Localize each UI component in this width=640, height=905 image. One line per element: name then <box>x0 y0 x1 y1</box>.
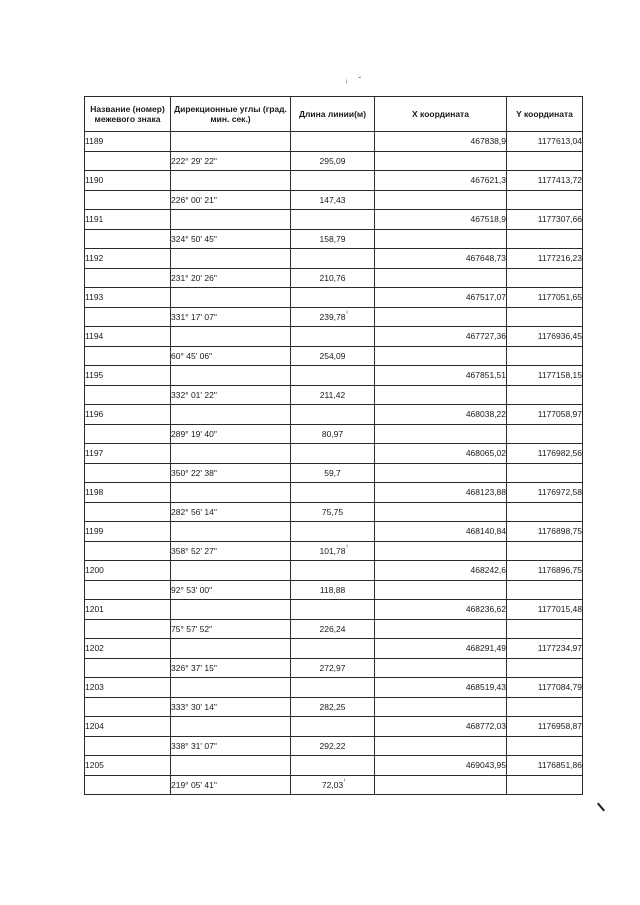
y-coordinate: 1177413,72 <box>507 171 583 191</box>
empty-cell <box>375 268 507 288</box>
empty-cell <box>375 775 507 795</box>
line-length <box>291 580 375 600</box>
empty-cell <box>85 346 171 366</box>
empty-cell <box>375 463 507 483</box>
line-length <box>291 658 375 678</box>
empty-cell <box>375 697 507 717</box>
header-x-coordinate: X координата <box>375 97 507 132</box>
empty-cell <box>291 600 375 620</box>
empty-cell <box>375 307 507 327</box>
empty-cell <box>375 151 507 171</box>
empty-cell <box>507 190 583 210</box>
direction-angle: 324° 50' 45" <box>171 229 291 249</box>
empty-cell <box>291 405 375 425</box>
point-name: 1205 <box>85 756 171 776</box>
y-coordinate: 1177234,97 <box>507 639 583 659</box>
segment-row <box>85 580 583 600</box>
empty-cell <box>375 502 507 522</box>
segment-row <box>85 151 583 171</box>
empty-cell <box>507 697 583 717</box>
empty-cell <box>375 658 507 678</box>
empty-cell <box>171 522 291 542</box>
point-name: 1202 <box>85 639 171 659</box>
boundary-coordinates-table <box>84 96 583 795</box>
point-name: 1193 <box>85 288 171 308</box>
table-body <box>85 132 583 795</box>
line-length <box>291 736 375 756</box>
point-row <box>85 405 583 425</box>
empty-cell <box>291 717 375 737</box>
pen-mark: ᶦ <box>344 777 346 785</box>
empty-cell <box>291 756 375 776</box>
segment-row <box>85 385 583 405</box>
empty-cell <box>85 424 171 444</box>
y-coordinate: 1176896,75 <box>507 561 583 581</box>
point-name: 1195 <box>85 366 171 386</box>
empty-cell <box>171 405 291 425</box>
segment-row <box>85 346 583 366</box>
empty-cell <box>85 658 171 678</box>
point-name: 1194 <box>85 327 171 347</box>
point-row <box>85 288 583 308</box>
point-row <box>85 171 583 191</box>
point-name: 1204 <box>85 717 171 737</box>
header-direction-angle: Дирекционные углы (град. мин. сек.) <box>171 97 291 132</box>
point-row <box>85 210 583 230</box>
point-name: 1190 <box>85 171 171 191</box>
direction-angle: 75° 57' 52" <box>171 619 291 639</box>
empty-cell <box>375 190 507 210</box>
x-coordinate: 468038,22 <box>375 405 507 425</box>
empty-cell <box>171 483 291 503</box>
segment-row <box>85 424 583 444</box>
direction-angle: 331° 17' 07" <box>171 307 291 327</box>
empty-cell <box>85 580 171 600</box>
empty-cell <box>291 366 375 386</box>
direction-angle: 92° 53' 00" <box>171 580 291 600</box>
empty-cell <box>291 249 375 269</box>
line-length <box>291 385 375 405</box>
line-length-value: 101,78 <box>319 545 346 556</box>
point-name: 1199 <box>85 522 171 542</box>
point-row <box>85 444 583 464</box>
point-row <box>85 639 583 659</box>
direction-angle: 219° 05' 41" <box>171 775 291 795</box>
line-length <box>291 424 375 444</box>
x-coordinate: 468123,88 <box>375 483 507 503</box>
segment-row <box>85 541 583 561</box>
y-coordinate: 1176851,86 <box>507 756 583 776</box>
point-row <box>85 132 583 152</box>
point-name: 1200 <box>85 561 171 581</box>
empty-cell <box>85 385 171 405</box>
empty-cell <box>85 190 171 210</box>
line-length <box>291 619 375 639</box>
point-name: 1192 <box>85 249 171 269</box>
segment-row <box>85 307 583 327</box>
empty-cell <box>507 619 583 639</box>
empty-cell <box>375 385 507 405</box>
line-length-value: 292,22 <box>319 740 346 751</box>
empty-cell <box>507 775 583 795</box>
empty-cell <box>85 151 171 171</box>
empty-cell <box>171 444 291 464</box>
x-coordinate: 468291,49 <box>375 639 507 659</box>
x-coordinate: 468140,84 <box>375 522 507 542</box>
direction-angle: 231° 20' 26" <box>171 268 291 288</box>
segment-row <box>85 736 583 756</box>
empty-cell <box>507 268 583 288</box>
line-length-value: 80,97 <box>321 428 344 439</box>
point-name: 1189 <box>85 132 171 152</box>
empty-cell <box>507 307 583 327</box>
line-length-value: 210,76 <box>319 272 346 283</box>
point-name: 1197 <box>85 444 171 464</box>
empty-cell <box>507 346 583 366</box>
empty-cell <box>85 736 171 756</box>
empty-cell <box>171 600 291 620</box>
y-coordinate: 1177613,04 <box>507 132 583 152</box>
empty-cell <box>375 736 507 756</box>
line-length <box>291 268 375 288</box>
line-length <box>291 190 375 210</box>
x-coordinate: 467621,3 <box>375 171 507 191</box>
line-length-value: 147,43 <box>319 194 346 205</box>
direction-angle: 350° 22' 38" <box>171 463 291 483</box>
x-coordinate: 469043,95 <box>375 756 507 776</box>
empty-cell <box>291 132 375 152</box>
point-row <box>85 717 583 737</box>
direction-angle: 282° 56' 14" <box>171 502 291 522</box>
y-coordinate: 1177307,66 <box>507 210 583 230</box>
segment-row <box>85 229 583 249</box>
y-coordinate: 1176972,58 <box>507 483 583 503</box>
empty-cell <box>507 541 583 561</box>
point-row <box>85 600 583 620</box>
line-length-value: 118,88 <box>319 584 346 595</box>
line-length <box>291 697 375 717</box>
point-row <box>85 483 583 503</box>
empty-cell <box>171 639 291 659</box>
table-header-row <box>85 97 583 132</box>
direction-angle: 338° 31' 07" <box>171 736 291 756</box>
empty-cell <box>85 541 171 561</box>
line-length-value: 282,25 <box>319 701 346 712</box>
direction-angle: 333° 30' 14" <box>171 697 291 717</box>
point-name: 1203 <box>85 678 171 698</box>
x-coordinate: 468772,03 <box>375 717 507 737</box>
pen-mark: ᶦ <box>346 543 348 551</box>
point-row <box>85 327 583 347</box>
segment-row <box>85 658 583 678</box>
x-coordinate: 468065,02 <box>375 444 507 464</box>
empty-cell <box>507 463 583 483</box>
pen-mark: ᶦ <box>346 309 348 317</box>
empty-cell <box>171 171 291 191</box>
empty-cell <box>507 424 583 444</box>
line-length-value: 211,42 <box>319 389 346 400</box>
point-row <box>85 678 583 698</box>
empty-cell <box>171 717 291 737</box>
x-coordinate: 467517,07 <box>375 288 507 308</box>
y-coordinate: 1177015,48 <box>507 600 583 620</box>
point-row <box>85 366 583 386</box>
segment-row <box>85 697 583 717</box>
line-length <box>291 307 375 327</box>
empty-cell <box>291 444 375 464</box>
empty-cell <box>171 561 291 581</box>
empty-cell <box>375 619 507 639</box>
empty-cell <box>85 307 171 327</box>
y-coordinate: 1177158,15 <box>507 366 583 386</box>
line-length <box>291 229 375 249</box>
line-length <box>291 502 375 522</box>
empty-cell <box>291 639 375 659</box>
empty-cell <box>171 210 291 230</box>
line-length-value: 254,09 <box>319 350 346 361</box>
x-coordinate: 468519,43 <box>375 678 507 698</box>
empty-cell <box>85 463 171 483</box>
direction-angle: 289° 19' 40" <box>171 424 291 444</box>
empty-cell <box>375 346 507 366</box>
empty-cell <box>171 756 291 776</box>
line-length <box>291 346 375 366</box>
x-coordinate: 467648,73 <box>375 249 507 269</box>
y-coordinate: 1176982,56 <box>507 444 583 464</box>
empty-cell <box>85 619 171 639</box>
line-length-value: 239,78 <box>319 311 346 322</box>
point-name: 1201 <box>85 600 171 620</box>
empty-cell <box>291 483 375 503</box>
point-name: 1191 <box>85 210 171 230</box>
x-coordinate: 468236,62 <box>375 600 507 620</box>
line-length-value: 158,79 <box>319 233 346 244</box>
empty-cell <box>85 229 171 249</box>
empty-cell <box>507 502 583 522</box>
empty-cell <box>85 502 171 522</box>
direction-angle: 332° 01' 22" <box>171 385 291 405</box>
segment-row <box>85 463 583 483</box>
x-coordinate: 467851,51 <box>375 366 507 386</box>
empty-cell <box>171 327 291 347</box>
empty-cell <box>171 288 291 308</box>
empty-cell <box>291 288 375 308</box>
y-coordinate: 1176936,45 <box>507 327 583 347</box>
line-length-value: 59,7 <box>324 467 341 478</box>
point-row <box>85 522 583 542</box>
header-line-length: Длина линии(м) <box>291 97 375 132</box>
point-name: 1198 <box>85 483 171 503</box>
empty-cell <box>375 541 507 561</box>
x-coordinate: 467838,9 <box>375 132 507 152</box>
line-length <box>291 463 375 483</box>
segment-row <box>85 268 583 288</box>
empty-cell <box>85 268 171 288</box>
x-coordinate: 468242,6 <box>375 561 507 581</box>
direction-angle: 326° 37' 15" <box>171 658 291 678</box>
scan-mark: ᵢ ˇ <box>346 76 362 85</box>
point-row <box>85 756 583 776</box>
line-length-value: 72,03 <box>321 779 344 790</box>
empty-cell <box>507 229 583 249</box>
header-y-coordinate: Y координата <box>507 97 583 132</box>
line-length-value: 272,97 <box>319 662 346 673</box>
empty-cell <box>507 658 583 678</box>
segment-row <box>85 619 583 639</box>
empty-cell <box>291 561 375 581</box>
y-coordinate: 1177058,97 <box>507 405 583 425</box>
y-coordinate: 1177051,65 <box>507 288 583 308</box>
line-length-value: 226,24 <box>319 623 346 634</box>
segment-row <box>85 775 583 795</box>
point-row <box>85 249 583 269</box>
line-length <box>291 775 375 795</box>
x-coordinate: 467727,36 <box>375 327 507 347</box>
direction-angle: 60° 45' 06" <box>171 346 291 366</box>
header-point-name: Название (номер) межевого знака <box>85 97 171 132</box>
empty-cell <box>291 210 375 230</box>
segment-row <box>85 190 583 210</box>
line-length-value: 75,75 <box>321 506 344 517</box>
empty-cell <box>291 522 375 542</box>
empty-cell <box>507 736 583 756</box>
empty-cell <box>171 249 291 269</box>
empty-cell <box>507 580 583 600</box>
empty-cell <box>291 171 375 191</box>
direction-angle: 226° 00' 21" <box>171 190 291 210</box>
line-length <box>291 541 375 561</box>
y-coordinate: 1176958,87 <box>507 717 583 737</box>
empty-cell <box>507 385 583 405</box>
x-coordinate: 467518,9 <box>375 210 507 230</box>
empty-cell <box>375 229 507 249</box>
empty-cell <box>507 151 583 171</box>
y-coordinate: 1177216,23 <box>507 249 583 269</box>
empty-cell <box>291 327 375 347</box>
empty-cell <box>375 424 507 444</box>
empty-cell <box>375 580 507 600</box>
y-coordinate: 1177084,79 <box>507 678 583 698</box>
line-length-value: 295,09 <box>319 155 346 166</box>
empty-cell <box>171 132 291 152</box>
line-length <box>291 151 375 171</box>
direction-angle: 358° 52' 27" <box>171 541 291 561</box>
direction-angle: 222° 29' 22" <box>171 151 291 171</box>
y-coordinate: 1176898,75 <box>507 522 583 542</box>
point-row <box>85 561 583 581</box>
empty-cell <box>291 678 375 698</box>
empty-cell <box>85 775 171 795</box>
point-name: 1196 <box>85 405 171 425</box>
segment-row <box>85 502 583 522</box>
empty-cell <box>171 678 291 698</box>
empty-cell <box>85 697 171 717</box>
empty-cell <box>171 366 291 386</box>
scan-mark-corner <box>597 803 605 812</box>
